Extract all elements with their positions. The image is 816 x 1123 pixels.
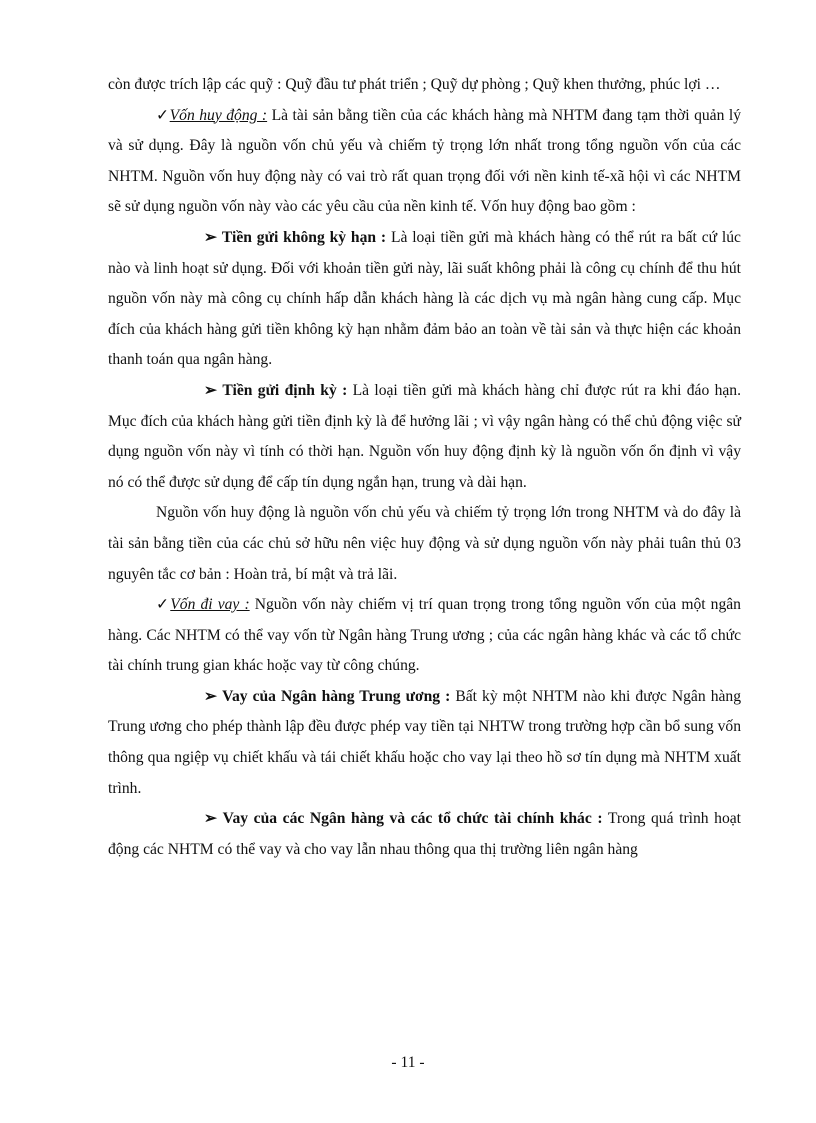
arrow-bullet-icon: ➢ bbox=[204, 810, 218, 828]
paragraph-demand-deposit bbox=[108, 223, 741, 376]
paragraph-text: Nguồn vốn này chiếm vị trí quan trọng trong tổng nguồn vốn của một ngân hàng. Các NHTM có thể vay vốn từ Ngân hàng Trung ương ; của các ngân hàng khác và các tổ chức tài chính trung gian khác hoặc vay từ công chúng. bbox=[108, 596, 741, 675]
checkmark-icon: ✓ bbox=[156, 596, 171, 614]
paragraph-mobilized-capital bbox=[108, 101, 741, 223]
paragraph-text: Trong quá trình hoạt động các NHTM có thể vay và cho vay lẫn nhau thông qua thị trường liên ngân hàng bbox=[108, 810, 741, 858]
paragraph-central-bank-loan bbox=[108, 682, 741, 804]
arrow-bullet-icon: ➢ bbox=[204, 381, 218, 399]
page-number: - 11 - bbox=[391, 1054, 425, 1071]
subsection-title-term-deposit: Tiền gửi định kỳ : bbox=[222, 381, 348, 399]
paragraph-borrowed-capital bbox=[108, 590, 741, 682]
section-title-borrowed-capital: Vốn đi vay : bbox=[170, 596, 250, 614]
section-title-mobilized-capital: Vốn huy động : bbox=[169, 106, 268, 124]
document-body bbox=[108, 70, 741, 865]
paragraph-term-deposit bbox=[108, 376, 741, 498]
checkmark-icon: ✓ bbox=[156, 106, 170, 124]
arrow-bullet-icon: ➢ bbox=[204, 228, 218, 246]
subsection-title-central-bank-loan: Vay của Ngân hàng Trung ương : bbox=[222, 687, 451, 705]
paragraph-text: Là tài sản bằng tiền của các khách hàng mà NHTM đang tạm thời quản lý và sử dụng. Đây là nguồn vốn chủ yếu và chiếm tỷ trọng lớn nhất trong tổng nguồn vốn của các NHTM. Nguồn vốn huy động này có vai trò rất quan trọng đối với nền kinh tế-xã hội vì các NHTM sẽ sử dụng nguồn vốn này vào các yêu cầu của nền kinh tế. Vốn huy động bao gồm : bbox=[108, 106, 741, 216]
paragraph-text: Là loại tiền gửi mà khách hàng có thể rút ra bất cứ lúc nào và linh hoạt sử dụng. Đối với khoản tiền gửi này, lãi suất không phải là công cụ chính để thu hút nguồn vốn này mà công cụ chính hấp dẫn khách hàng là các dịch vụ mà ngân hàng cung cấp. Mục đích của khách hàng gửi tiền không kỳ hạn nhằm đảm bảo an toàn về tài sản và thực hiện các khoản thanh toán qua ngân hàng. bbox=[108, 228, 741, 369]
subsection-title-interbank-loan: Vay của các Ngân hàng và các tổ chức tài chính khác : bbox=[222, 810, 603, 828]
subsection-title-demand-deposit: Tiền gửi không kỳ hạn : bbox=[221, 228, 387, 246]
paragraph-text: Là loại tiền gửi mà khách hàng chỉ được rút ra khi đáo hạn. Mục đích của khách hàng gửi tiền định kỳ là để hưởng lãi ; vì vậy ngân hàng có thể chủ động việc sử dụng nguồn vốn này vì tính có thời hạn. Nguồn vốn huy động định kỳ là nguồn vốn ổn định vì vậy nó có thể được sử dụng để cấp tín dụng ngắn hạn, trung và dài hạn. bbox=[108, 381, 741, 491]
arrow-bullet-icon: ➢ bbox=[204, 687, 218, 705]
paragraph-funds: còn được trích lập các quỹ : Quỹ đầu tư phát triển ; Quỹ dự phòng ; Quỹ khen thưởng, phúc lợi … bbox=[108, 76, 721, 93]
paragraph-text: Bất kỳ một NHTM nào khi được Ngân hàng Trung ương cho phép thành lập đều được phép vay tiền tại NHTW trong trường hợp cần bổ sung vốn thông qua ngiệp vụ chiết khấu và tái chiết khấu hoặc cho vay lại theo hồ sơ tín dụng mà NHTM xuất trình. bbox=[108, 687, 742, 797]
paragraph-interbank-loan bbox=[108, 804, 741, 865]
paragraph-principles: Nguồn vốn huy động là nguồn vốn chủ yếu và chiếm tỷ trọng lớn trong NHTM và do đây là tài sản bằng tiền của các chủ sở hữu nên việc huy động và sử dụng nguồn vốn này phải tuân thủ 03 nguyên tắc cơ bản : Hoàn trả, bí mật và trả lãi. bbox=[108, 504, 741, 583]
